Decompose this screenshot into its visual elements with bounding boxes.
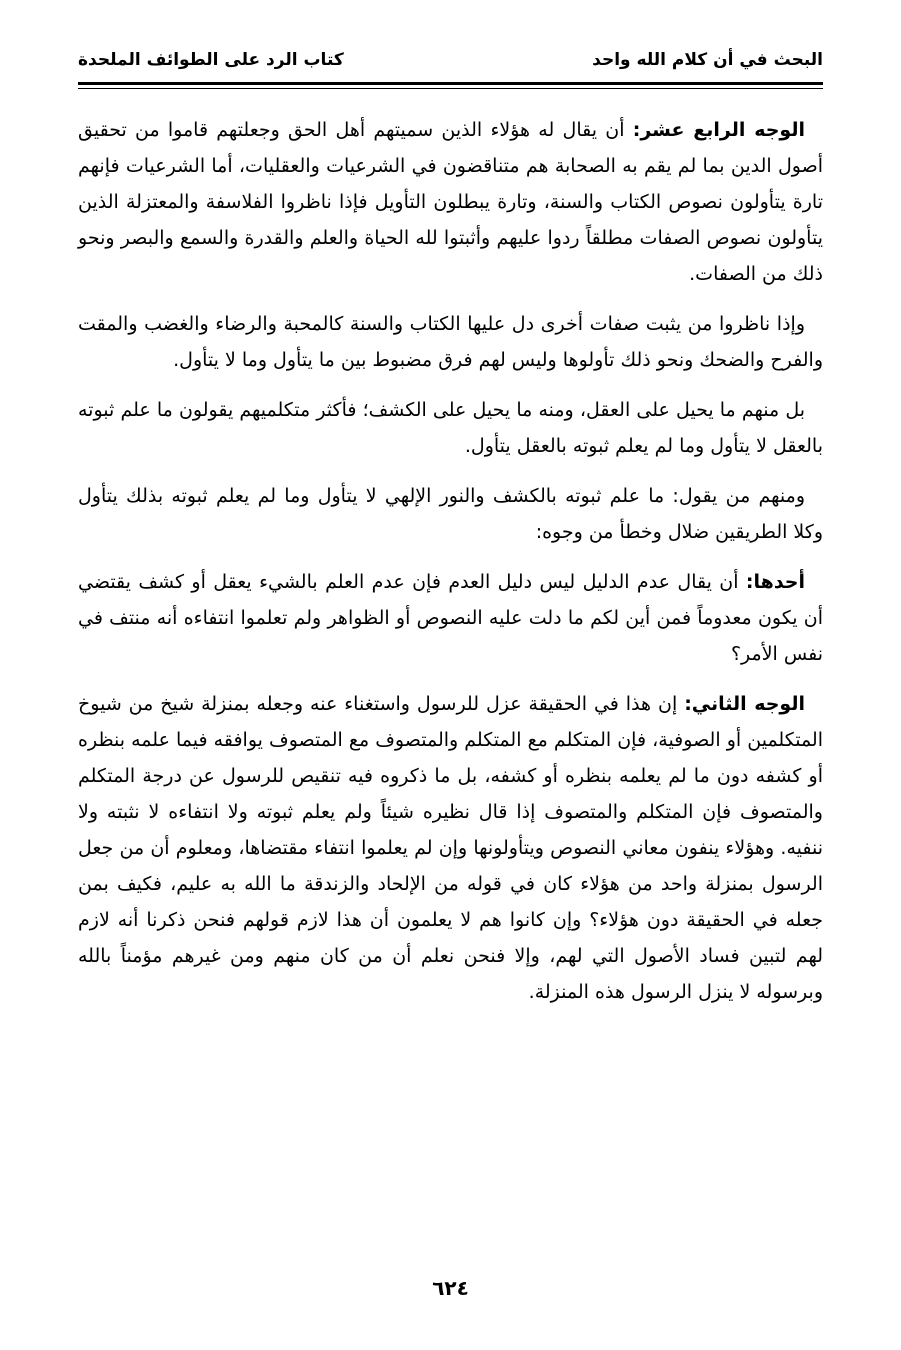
paragraph-text: أن يقال عدم الدليل ليس دليل العدم فإن عدم العلم بالشيء يعقل أو كشف يقتضي أن يكون معدوماً فمن أين لكم ما دلت عليه النصوص أو الظواهر ولم تعلموا انتفاءه أنه منتف في نفس الأمر؟ xyxy=(78,571,823,665)
header-rule-thick xyxy=(78,82,823,85)
paragraph xyxy=(78,392,823,464)
header-rule-thin xyxy=(78,88,823,89)
paragraph-lead: الوجه الثاني: xyxy=(684,693,805,715)
body-text xyxy=(78,112,823,1024)
running-header xyxy=(78,42,823,78)
paragraph-text: بل منهم ما يحيل على العقل، ومنه ما يحيل على الكشف؛ فأكثر متكلميهم يقولون ما علم ثبوته بالعقل لا يتأول وما لم يعلم ثبوته بالعقل يتأول. xyxy=(78,399,823,457)
paragraph xyxy=(78,478,823,550)
paragraph-text: وإذا ناظروا من يثبت صفات أخرى دل عليها الكتاب والسنة كالمحبة والرضاء والغضب والمقت والفرح والضحك ونحو ذلك تأولوها وليس لهم فرق مضبوط بين ما يتأول وما لا يتأول. xyxy=(78,313,823,371)
paragraph-text: أن يقال له هؤلاء الذين سميتهم أهل الحق وجعلتهم قاموا من تحقيق أصول الدين بما لم يقم به الصحابة هم متناقضون في الشرعيات والعقليات، أما الشرعيات فإنهم تارة يتأولون نصوص الكتاب والسنة، وتارة يبطلون التأويل فإذا ناظروا الفلاسفة والمعتزلة الذين يتأولون نصوص الصفات مطلقاً ردوا عليهم وأثبتوا لله الحياة والعلم والقدرة والسمع والبصر ونحو ذلك من الصفات. xyxy=(78,119,823,285)
page-number: ٦٢٤ xyxy=(432,1276,469,1300)
paragraph xyxy=(78,112,823,292)
paragraph-text: ومنهم من يقول: ما علم ثبوته بالكشف والنور الإلهي لا يتأول وما لم يعلم ثبوته بذلك يتأول وكلا الطريقين ضلال وخطأ من وجوه: xyxy=(78,485,823,543)
paragraph-lead: الوجه الرابع عشر: xyxy=(632,119,805,141)
paragraph-lead: أحدها: xyxy=(745,571,805,593)
header-chapter-title: البحث في أن كلام الله واحد xyxy=(592,50,823,70)
paragraph xyxy=(78,564,823,672)
paragraph-text: إن هذا في الحقيقة عزل للرسول واستغناء عنه وجعله بمنزلة شيخ من شيوخ المتكلمين أو الصوفية، فإن المتكلم مع المتكلم والمتصوف مع المتصوف يوافقه فيما علمه بنظره أو كشفه دون ما لم يعلمه بنظره أو كشفه، بل ما ذكروه فيه تنقيص للرسول عن درجة المتكلم والمتصوف فإن المتكلم والمتصوف إذا قال نظيره شيئاً ولم يعلم ثبوته ولا انتفاءه لا نثبته ولا ننفيه. وهؤلاء ينفون معاني النصوص ويتأولونها وإن لم يعلموا انتفاء مقتضاها، ومعلوم أن من جعل الرسول بمنزلة واحد من هؤلاء كان في قوله من الإلحاد والزندقة ما الله به عليم، فكيف بمن جعله في الحقيقة دون هؤلاء؟ وإن كانوا هم لا يعلمون أن هذا لازم قولهم فنحن ذكرنا أنه لازم لهم لتبين فساد الأصول التي لهم، وإلا فنحن نعلم أن من كان منهم ومن غيرهم مؤمناً بالله وبرسوله لا ينزل الرسول هذه المنزلة. xyxy=(78,693,823,1003)
paragraph xyxy=(78,306,823,378)
header-book-title: كتاب الرد على الطوائف الملحدة xyxy=(78,50,344,70)
paragraph xyxy=(78,686,823,1010)
